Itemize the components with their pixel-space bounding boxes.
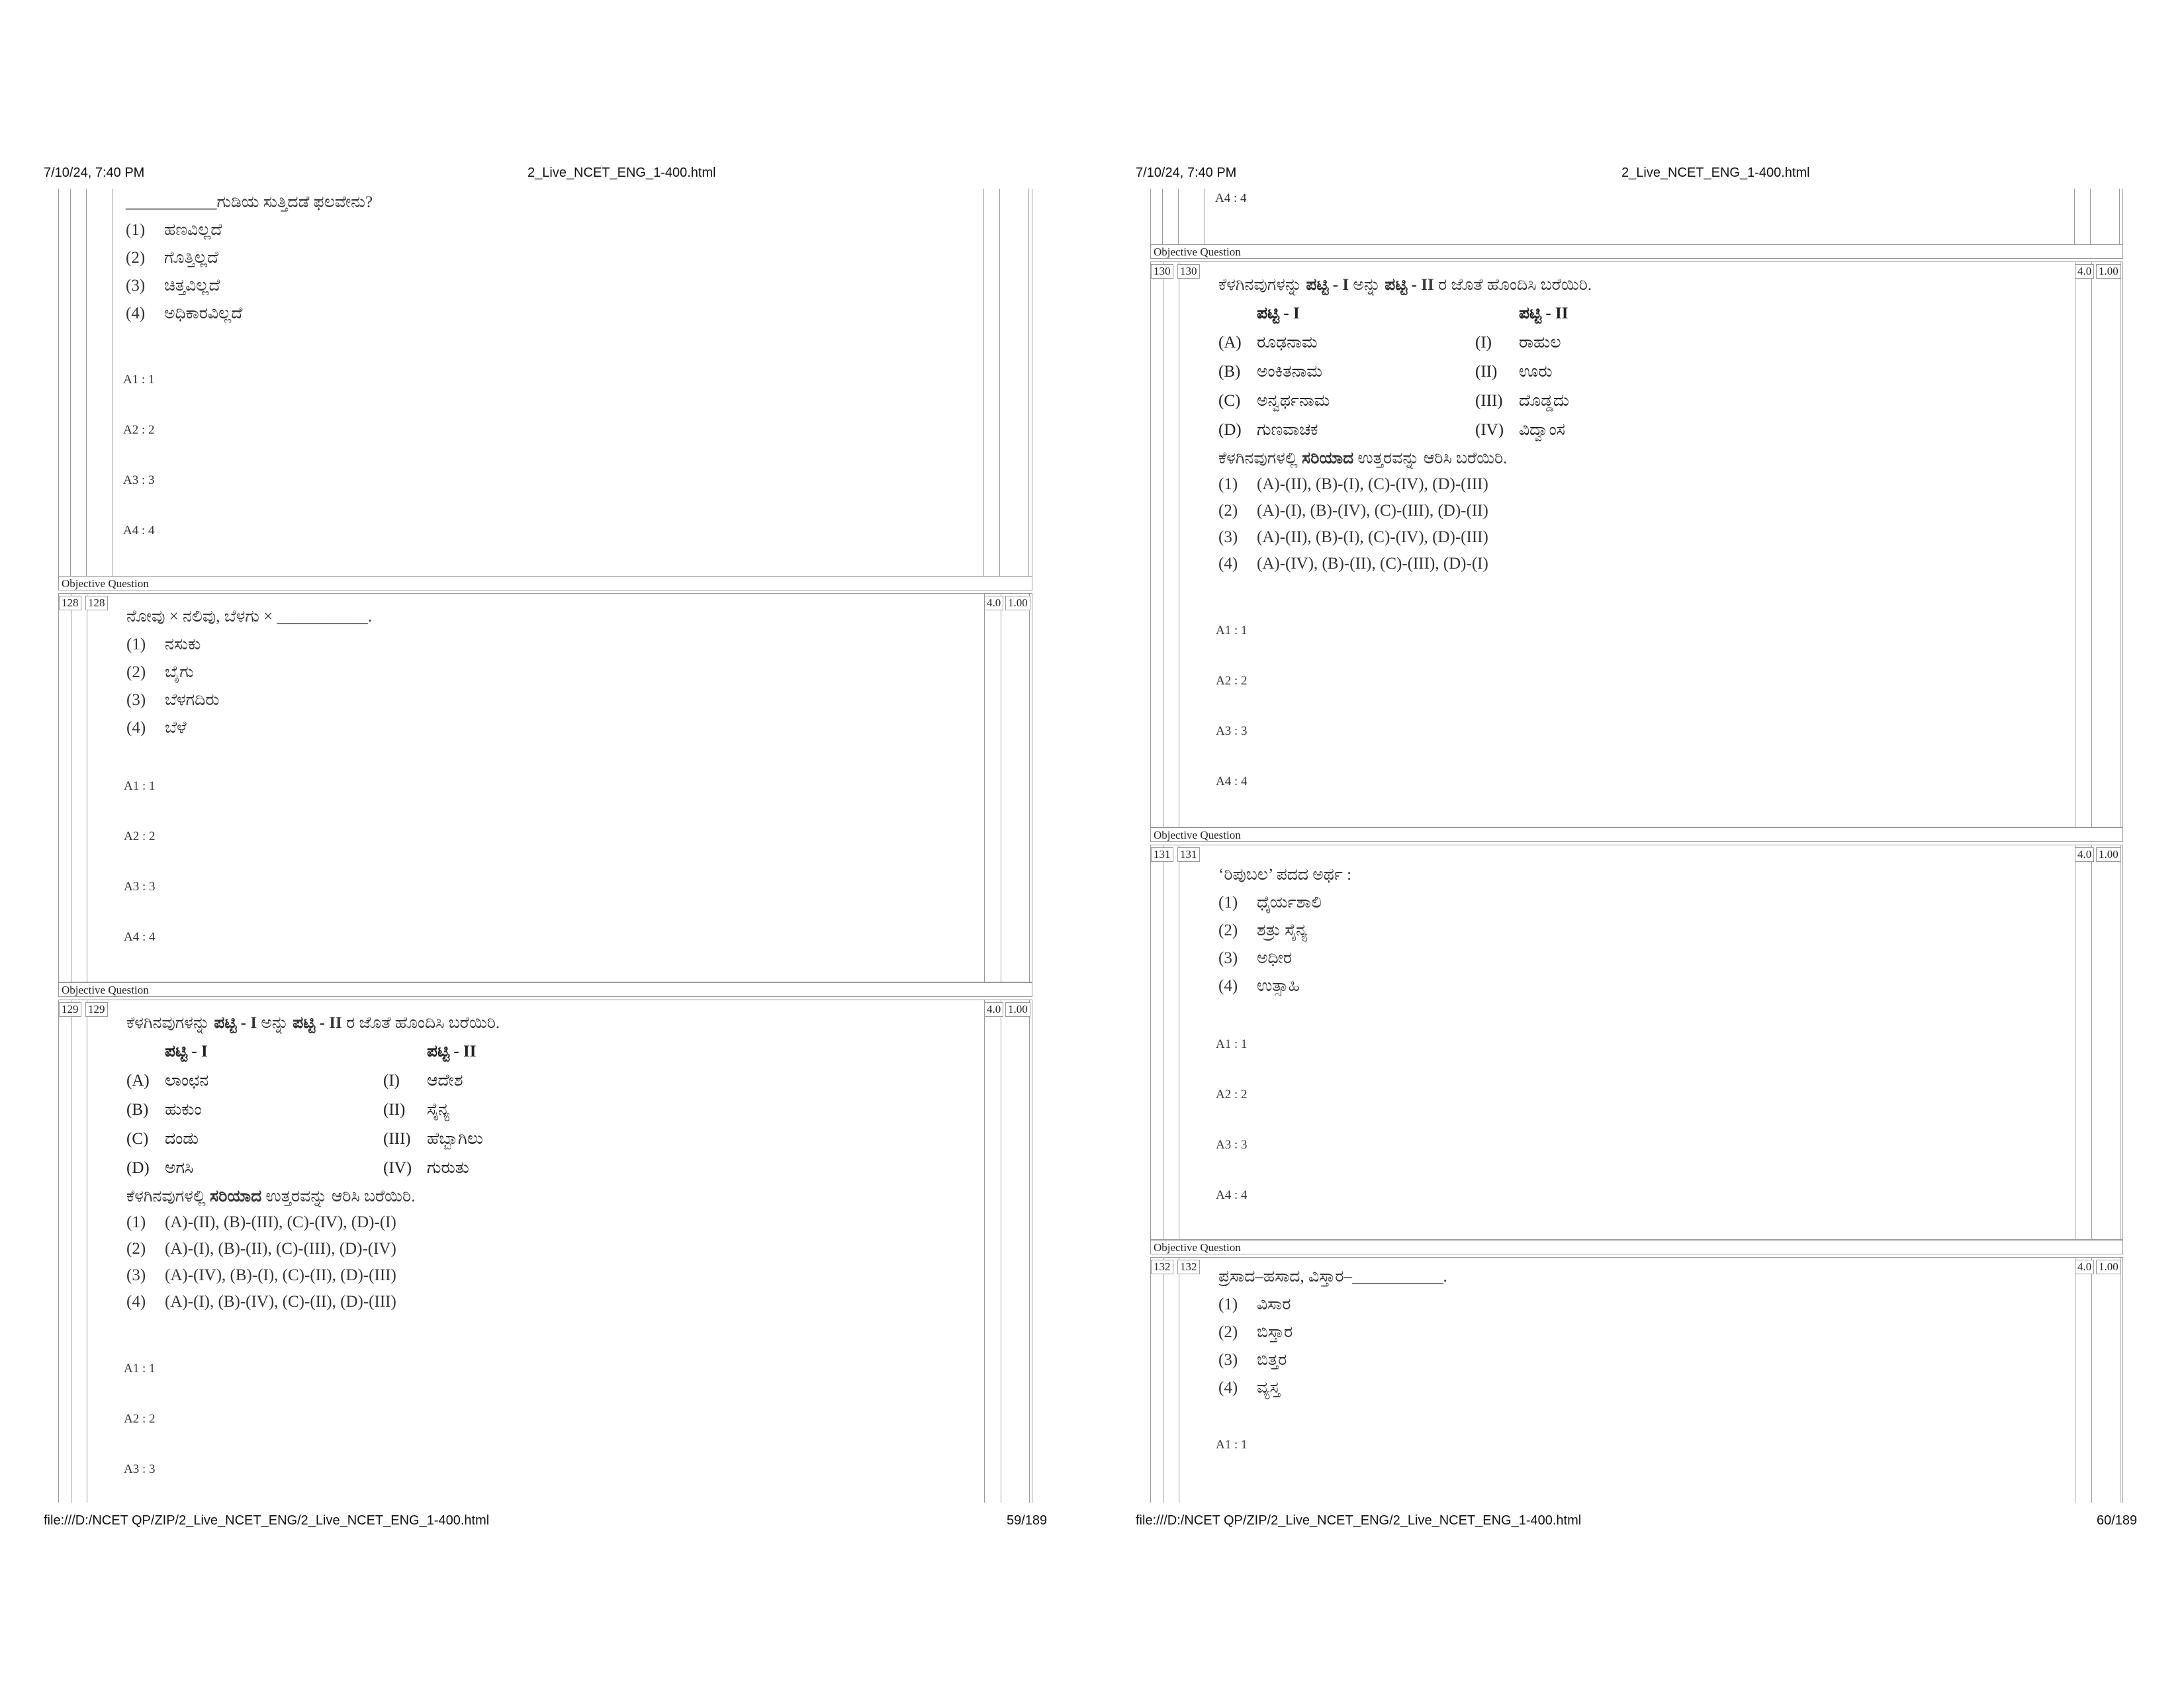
option: (4) ಅಧಿಕಾರವಿಲ್ಲದೆ bbox=[126, 305, 243, 322]
serial-number: 132 bbox=[1151, 1260, 1173, 1274]
answer-key: A2 : 2 bbox=[1216, 674, 1248, 688]
answer-key: A2 : 2 bbox=[123, 423, 155, 437]
print-datetime: 7/10/24, 7:40 PM bbox=[44, 165, 145, 180]
list-1-heading: ಪಟ್ಟಿ - I bbox=[165, 1043, 208, 1060]
question-id: 128 bbox=[85, 596, 108, 610]
question-instruction: ಕೆಳಗಿನವುಗಳನ್ನು ಪಟ್ಟಿ - I ಅನ್ನು ಪಟ್ಟಿ - II ರ ಜೊತೆ ಹೊಂದಿಸಿ ಬರೆಯಿರಿ. bbox=[1218, 276, 1592, 294]
option: (2) (A)-(I), (B)-(II), (C)-(III), (D)-(IV) bbox=[126, 1240, 396, 1258]
question-text: ಪ್ರಸಾದ–ಹಸಾದ, ವಿಸ್ತಾರ–___________. bbox=[1218, 1268, 1447, 1286]
list-2-heading: ಪಟ್ಟಿ - II bbox=[427, 1043, 477, 1060]
question-type-label: Objective Question bbox=[1150, 1240, 2123, 1254]
question-instruction: ಕೆಳಗಿನವುಗಳನ್ನು ಪಟ್ಟಿ - I ಅನ್ನು ಪಟ್ಟಿ - II ರ ಜೊತೆ ಹೊಂದಿಸಿ ಬರೆಯಿರಿ. bbox=[126, 1014, 500, 1032]
answer-key: A4 : 4 bbox=[124, 930, 156, 944]
page-number: 59/189 bbox=[1007, 1513, 1048, 1528]
answer-key: A2 : 2 bbox=[1216, 1088, 1248, 1102]
question-text: ‘ರಿಪುಬಲ’ ಪದದ ಅರ್ಥ : bbox=[1218, 866, 1352, 884]
answer-key: A3 : 3 bbox=[124, 880, 156, 894]
answer-key: A4 : 4 bbox=[1216, 1188, 1248, 1202]
marks: 4.0 bbox=[2075, 264, 2094, 279]
option: (4) (A)-(IV), (B)-(II), (C)-(III), (D)-(I) bbox=[1218, 555, 1488, 573]
negative-marks: 1.00 bbox=[1005, 596, 1030, 610]
question-131 bbox=[1150, 845, 2123, 1240]
question-type-label: Objective Question bbox=[58, 982, 1032, 997]
match-table: ಪಟ್ಟಿ - I ಪಟ್ಟಿ - II (A) ರೂಢನಾಮ (I) ರಾಹುಲ (B) ಅಂಕಿತನಾಮ (II) ಊರು (C) ಅನ್ವರ್ಥನಾಮ (III) ದೊಡ್ಡದು (D) ಗುಣವಾಚಕ (IV) ವಿದ್ವಾಂಸ bbox=[1218, 299, 1717, 445]
question-text: ___________ಗುಡಿಯ ಸುತ್ತಿದಡೆ ಫಲವೇನು? bbox=[126, 193, 373, 211]
negative-marks: 1.00 bbox=[1005, 1002, 1030, 1017]
option: (1) ವಿಸಾರ bbox=[1218, 1295, 1291, 1313]
marks: 4.0 bbox=[2075, 847, 2094, 862]
option: (2) ಗೊತ್ತಿಲ್ಲದೆ bbox=[126, 249, 219, 267]
list-2-heading: ಪಟ್ಟಿ - II bbox=[1519, 305, 1569, 322]
option: (3) ಬಿತ್ತರ bbox=[1218, 1351, 1287, 1369]
option: (2) ಶತ್ರು ಸೈನ್ಯ bbox=[1218, 921, 1308, 939]
option: (3) ಬೆಳಗದಿರು bbox=[126, 691, 220, 709]
option: (1) (A)-(II), (B)-(I), (C)-(IV), (D)-(III) bbox=[1218, 475, 1488, 493]
print-file-path: file:///D:/NCET QP/ZIP/2_Live_NCET_ENG/2_Live_NCET_ENG_1-400.html bbox=[44, 1513, 490, 1528]
option: (2) (A)-(I), (B)-(IV), (C)-(III), (D)-(II) bbox=[1218, 502, 1488, 520]
negative-marks: 1.00 bbox=[2096, 264, 2121, 279]
serial-number: 128 bbox=[59, 596, 81, 610]
option: (2) ಬೈಗು bbox=[126, 663, 194, 681]
choose-instruction: ಕೆಳಗಿನವುಗಳಲ್ಲಿ ಸರಿಯಾದ ಉತ್ತರವನ್ನು ಆರಿಸಿ ಬರೆಯಿರಿ. bbox=[126, 1188, 416, 1205]
continued-question bbox=[58, 189, 1032, 576]
answer-key: A1 : 1 bbox=[1216, 1438, 1248, 1452]
serial-number: 129 bbox=[59, 1002, 81, 1017]
answer-key: A2 : 2 bbox=[124, 1412, 156, 1426]
option: (1) (A)-(II), (B)-(III), (C)-(IV), (D)-(I) bbox=[126, 1213, 396, 1231]
serial-number: 131 bbox=[1151, 847, 1173, 862]
question-129 bbox=[58, 1000, 1032, 1503]
question-type-label: Objective Question bbox=[58, 576, 1032, 590]
question-table bbox=[58, 189, 1032, 1503]
option: (3) (A)-(II), (B)-(I), (C)-(IV), (D)-(III) bbox=[1218, 528, 1488, 546]
print-title: 2_Live_NCET_ENG_1-400.html bbox=[1621, 165, 1810, 180]
list-1-heading: ಪಟ್ಟಿ - I bbox=[1257, 305, 1300, 322]
option: (4) (A)-(I), (B)-(IV), (C)-(II), (D)-(III) bbox=[126, 1293, 396, 1311]
print-datetime: 7/10/24, 7:40 PM bbox=[1136, 165, 1237, 180]
option: (2) ಬಿಸ್ತಾರ bbox=[1218, 1323, 1293, 1341]
option: (1) ನಸುಕು bbox=[126, 635, 201, 653]
option: (4) ಬೆಳೆ bbox=[126, 719, 187, 737]
page-60 bbox=[1092, 0, 2184, 1688]
answer-key: A1 : 1 bbox=[124, 779, 156, 793]
question-type-label: Objective Question bbox=[1150, 827, 2123, 842]
question-id: 130 bbox=[1177, 264, 1200, 279]
marks: 4.0 bbox=[2075, 1260, 2094, 1274]
option: (1) ಧೈರ್ಯಶಾಲಿ bbox=[1218, 894, 1322, 912]
option: (3) (A)-(IV), (B)-(I), (C)-(II), (D)-(III) bbox=[126, 1266, 396, 1284]
match-table: ಪಟ್ಟಿ - I ಪಟ್ಟಿ - II (A) ಲಾಂಛನ (I) ಆದೇಶ (B) ಹುಕುಂ (II) ಸೈನ್ಯ (C) ದಂಡು (III) ಹೆಬ್ಬಾಗಿಲು (D) ಅಗಸಿ (IV) ಗುರುತು bbox=[126, 1037, 625, 1183]
answer-key: A1 : 1 bbox=[123, 373, 155, 387]
answer-key: A3 : 3 bbox=[1216, 724, 1248, 738]
option: (1) ಹಣವಿಲ್ಲದೆ bbox=[126, 221, 222, 239]
question-id: 131 bbox=[1177, 847, 1200, 862]
option: (3) ಅಧೀರ bbox=[1218, 949, 1293, 967]
print-file-path: file:///D:/NCET QP/ZIP/2_Live_NCET_ENG/2_Live_NCET_ENG_1-400.html bbox=[1136, 1513, 1582, 1528]
question-text: ನೋವು × ನಲಿವು, ಬೆಳಗು × ___________. bbox=[126, 608, 373, 626]
question-128 bbox=[58, 593, 1032, 982]
answer-key: A1 : 1 bbox=[1216, 1037, 1248, 1051]
question-132 bbox=[1150, 1257, 2123, 1503]
negative-marks: 1.00 bbox=[2096, 847, 2121, 862]
answer-key: A3 : 3 bbox=[123, 473, 155, 487]
answer-key: A4 : 4 bbox=[1215, 191, 1247, 205]
question-table bbox=[1150, 189, 2123, 1503]
serial-number: 130 bbox=[1151, 264, 1173, 279]
marks: 4.0 bbox=[984, 1002, 1003, 1017]
marks: 4.0 bbox=[984, 596, 1003, 610]
answer-key: A3 : 3 bbox=[1216, 1138, 1248, 1152]
page-number: 60/189 bbox=[2097, 1513, 2138, 1528]
answer-key: A4 : 4 bbox=[123, 524, 155, 538]
option: (4) ಉತ್ಸಾಹಿ bbox=[1218, 977, 1300, 995]
question-type-label: Objective Question bbox=[1150, 244, 2123, 259]
option: (3) ಚಿತ್ತವಿಲ್ಲದೆ bbox=[126, 277, 220, 295]
answer-key: A1 : 1 bbox=[124, 1362, 156, 1376]
question-130 bbox=[1150, 261, 2123, 827]
option: (4) ವ್ಯಸ್ತ bbox=[1218, 1379, 1280, 1397]
question-id: 129 bbox=[85, 1002, 108, 1017]
continued-question bbox=[1150, 189, 2123, 244]
negative-marks: 1.00 bbox=[2096, 1260, 2121, 1274]
print-title: 2_Live_NCET_ENG_1-400.html bbox=[527, 165, 716, 180]
choose-instruction: ಕೆಳಗಿನವುಗಳಲ್ಲಿ ಸರಿಯಾದ ಉತ್ತರವನ್ನು ಆರಿಸಿ ಬರೆಯಿರಿ. bbox=[1218, 449, 1508, 467]
answer-key: A1 : 1 bbox=[1216, 624, 1248, 637]
question-id: 132 bbox=[1177, 1260, 1200, 1274]
answer-key: A4 : 4 bbox=[1216, 774, 1248, 788]
answer-key: A2 : 2 bbox=[124, 829, 156, 843]
answer-key: A3 : 3 bbox=[124, 1462, 156, 1476]
